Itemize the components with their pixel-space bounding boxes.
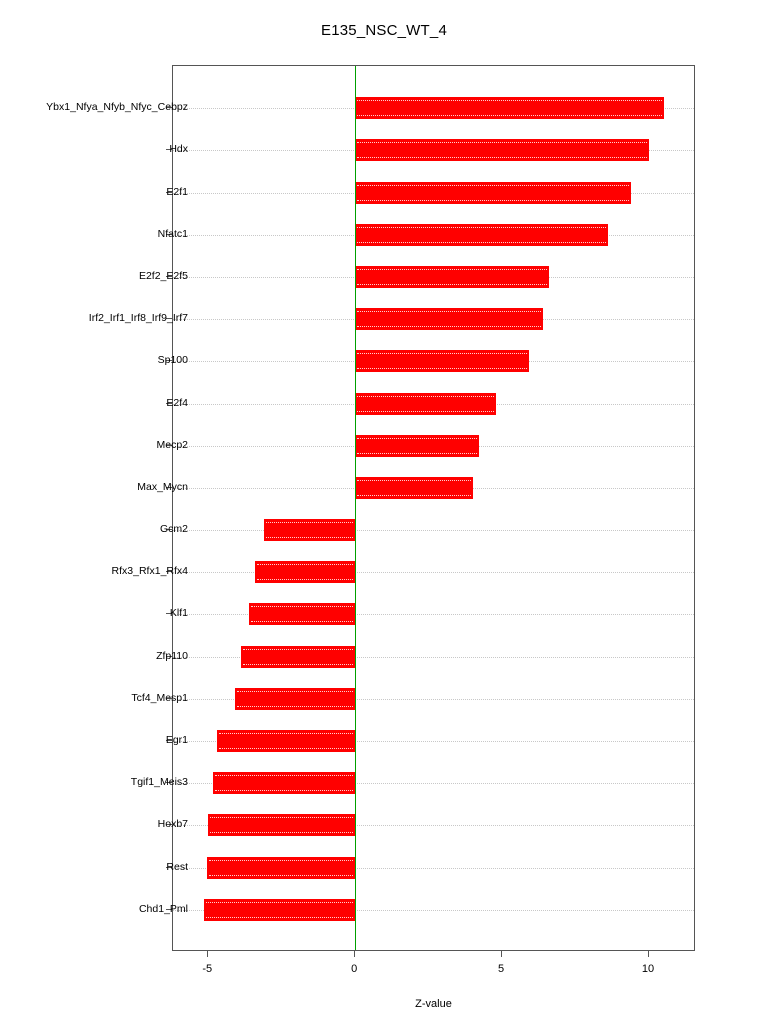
gridline bbox=[173, 530, 694, 531]
bar-hatch-line bbox=[251, 621, 353, 622]
bar-hatch-line bbox=[237, 706, 353, 707]
y-axis-tick-label: Egr1 bbox=[165, 734, 188, 747]
bar-hatch-line bbox=[357, 411, 494, 412]
bar-hatch-line bbox=[357, 269, 547, 270]
bar bbox=[355, 224, 608, 246]
y-axis-tick-label: Mecp2 bbox=[156, 438, 188, 451]
y-axis-tick-label: Tgif1_Meis3 bbox=[130, 776, 188, 789]
bar-hatch-line bbox=[219, 748, 353, 749]
x-axis-tick-label: 10 bbox=[641, 963, 655, 975]
y-axis-tick-label: Chd1_Pml bbox=[138, 902, 188, 915]
bar-hatch-line bbox=[357, 157, 647, 158]
bar bbox=[204, 899, 355, 921]
bar bbox=[355, 435, 478, 457]
bar-hatch-line bbox=[209, 875, 353, 876]
bar-hatch-line bbox=[357, 438, 476, 439]
bar bbox=[264, 519, 355, 541]
bar-hatch-line bbox=[357, 311, 541, 312]
bar-hatch-line bbox=[215, 775, 354, 776]
bar-hatch-line bbox=[243, 664, 354, 665]
bar-hatch-line bbox=[215, 790, 354, 791]
bar-hatch-line bbox=[219, 733, 353, 734]
bar bbox=[355, 266, 549, 288]
x-axis-tick bbox=[354, 951, 355, 957]
y-axis-tick-label: Sp100 bbox=[157, 354, 188, 367]
bar-hatch-line bbox=[257, 579, 353, 580]
chart-title: E135_NSC_WT_4 bbox=[321, 22, 447, 39]
bar bbox=[208, 814, 355, 836]
x-axis-tick-label: 5 bbox=[498, 963, 505, 975]
bar-hatch-line bbox=[251, 606, 353, 607]
y-axis-tick-label: Rest bbox=[166, 860, 188, 873]
x-axis-tick bbox=[207, 951, 208, 957]
bar bbox=[241, 646, 356, 668]
bar-hatch-line bbox=[206, 917, 353, 918]
bar bbox=[355, 308, 543, 330]
bar-hatch-line bbox=[357, 284, 547, 285]
y-axis-tick-label: Hdx bbox=[169, 143, 188, 156]
y-axis-tick-label: Rfx3_Rfx1_Rfx4 bbox=[111, 565, 188, 578]
bar bbox=[355, 393, 496, 415]
bar bbox=[249, 603, 355, 625]
bar-hatch-line bbox=[357, 242, 606, 243]
bar-hatch-line bbox=[357, 185, 629, 186]
gridline bbox=[173, 572, 694, 573]
bar-hatch-line bbox=[357, 100, 662, 101]
bar-hatch-line bbox=[357, 142, 647, 143]
y-axis-tick-label: E2f4 bbox=[166, 396, 188, 409]
bar-hatch-line bbox=[357, 480, 471, 481]
y-axis-tick-label: E2f1 bbox=[166, 185, 188, 198]
bar-hatch-line bbox=[357, 396, 494, 397]
bar-hatch-line bbox=[357, 227, 606, 228]
zero-reference-line bbox=[355, 66, 356, 950]
y-axis-tick-label: Irf2_Irf1_Irf8_Irf9_Irf7 bbox=[88, 312, 188, 325]
bar-hatch-line bbox=[357, 115, 662, 116]
bar bbox=[255, 561, 355, 583]
bar bbox=[235, 688, 355, 710]
bar-hatch-line bbox=[243, 649, 354, 650]
bar-hatch-line bbox=[266, 522, 353, 523]
y-axis-tick-label: Max_Mycn bbox=[137, 480, 188, 493]
bar-hatch-line bbox=[257, 564, 353, 565]
bar-hatch-line bbox=[210, 832, 353, 833]
y-axis-tick-label: Hoxb7 bbox=[157, 818, 188, 831]
bar-hatch-line bbox=[357, 368, 526, 369]
bar bbox=[355, 139, 649, 161]
bar-hatch-line bbox=[209, 860, 353, 861]
bar-hatch-line bbox=[357, 353, 526, 354]
bar bbox=[207, 857, 355, 879]
plot-area bbox=[169, 65, 695, 951]
x-axis-title: Z-value bbox=[415, 998, 452, 1010]
bar bbox=[213, 772, 356, 794]
bar bbox=[355, 182, 631, 204]
y-axis-tick-label: Ybx1_Nfya_Nfyb_Nfyc_Cebpz bbox=[46, 101, 188, 114]
bar bbox=[355, 97, 664, 119]
y-axis-tick-label: Gcm2 bbox=[159, 523, 188, 536]
y-axis-tick-label: E2f2_E2f5 bbox=[138, 269, 188, 282]
bar-hatch-line bbox=[357, 453, 476, 454]
y-axis-tick-label: Zfp110 bbox=[156, 649, 188, 662]
x-axis-tick bbox=[648, 951, 649, 957]
bar bbox=[355, 350, 528, 372]
x-axis-tick-label: -5 bbox=[202, 963, 213, 975]
bar-hatch-line bbox=[357, 326, 541, 327]
bar-hatch-line bbox=[210, 817, 353, 818]
bar-hatch-line bbox=[357, 200, 629, 201]
bar-hatch-line bbox=[237, 691, 353, 692]
x-axis-tick-label: 0 bbox=[351, 963, 358, 975]
bar bbox=[355, 477, 473, 499]
bar-hatch-line bbox=[266, 537, 353, 538]
bar-hatch-line bbox=[206, 902, 353, 903]
x-axis-tick bbox=[501, 951, 502, 957]
y-axis-tick-label: Tcf4_Mesp1 bbox=[131, 691, 188, 704]
bar-hatch-line bbox=[357, 495, 471, 496]
y-axis-tick-label: Nfatc1 bbox=[157, 227, 188, 240]
y-axis-tick-label: Klf1 bbox=[169, 607, 188, 620]
bar bbox=[217, 730, 355, 752]
